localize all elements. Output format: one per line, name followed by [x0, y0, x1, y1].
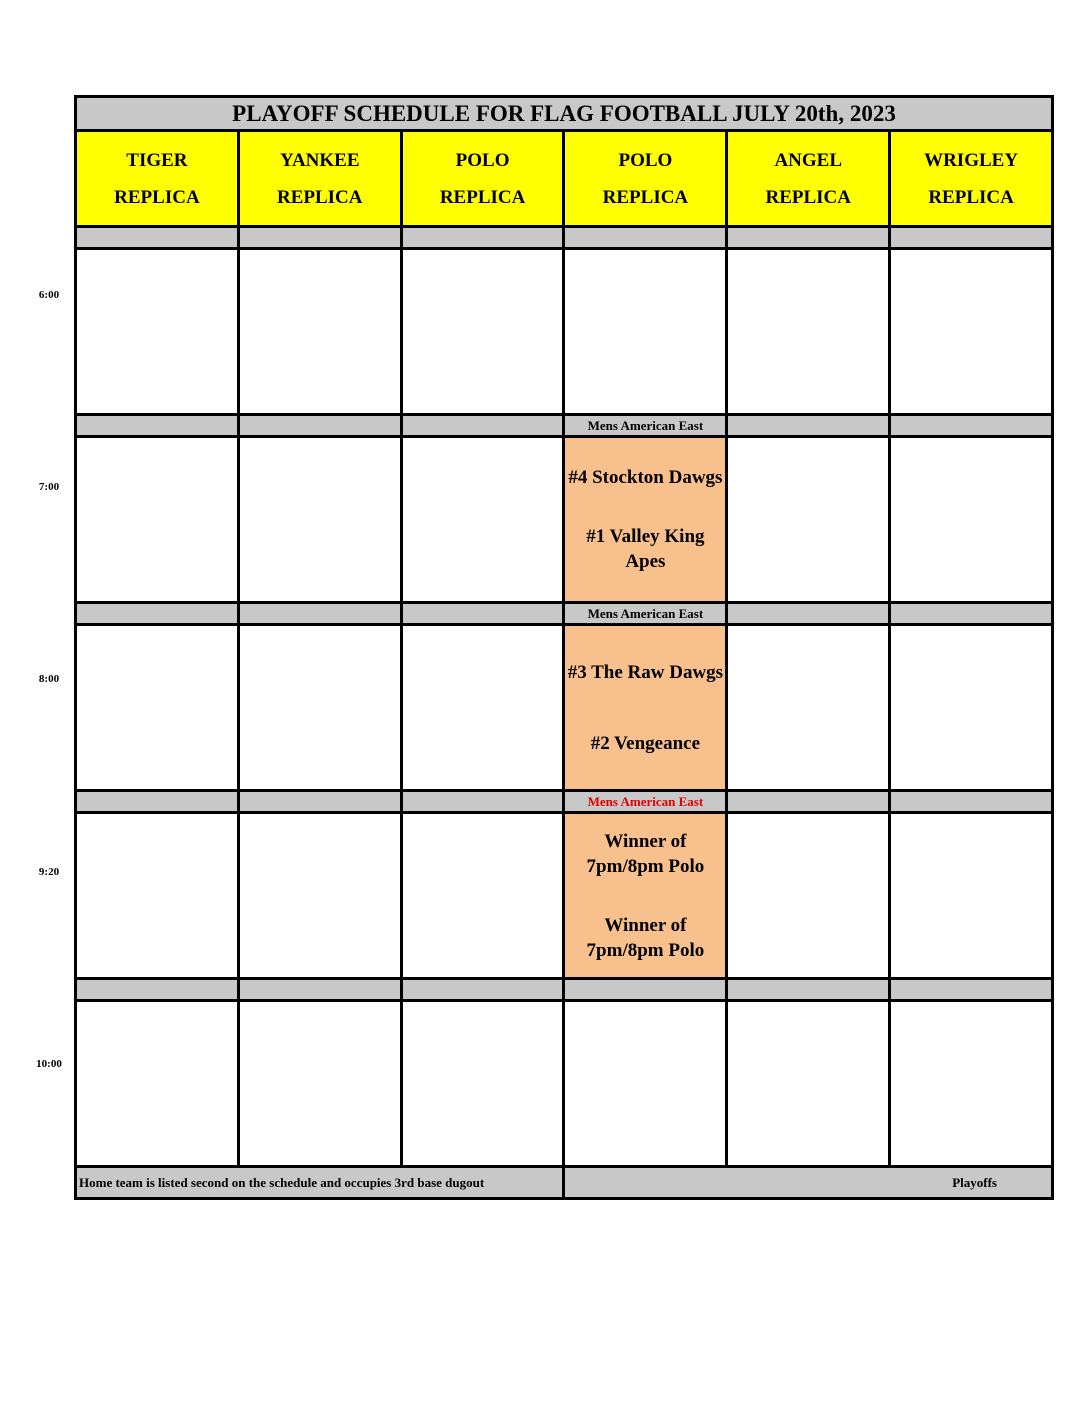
- division-label-game2: Mens American East: [564, 603, 727, 625]
- slot-cell: [727, 625, 890, 791]
- slot-cell: [76, 1001, 239, 1167]
- slot-cell: [401, 1001, 564, 1167]
- separator-row: [76, 603, 1053, 625]
- slot-cell: [890, 249, 1053, 415]
- slot-cell: [401, 437, 564, 603]
- slot-cell: [564, 249, 727, 415]
- field-header-yankee: YANKEE REPLICA: [238, 131, 401, 227]
- slot-row-7: [76, 437, 1053, 603]
- separator-row: [76, 979, 1053, 1001]
- schedule-title: PLAYOFF SCHEDULE FOR FLAG FOOTBALL JULY 20th, 2023: [76, 97, 1053, 131]
- field-header-angel: ANGEL REPLICA: [727, 131, 890, 227]
- separator-row: [76, 791, 1053, 813]
- slot-cell: [727, 249, 890, 415]
- home-team: #1 Valley King Apes: [586, 526, 705, 572]
- slot-cell: [727, 1001, 890, 1167]
- slot-cell: [890, 813, 1053, 979]
- slot-cell: [238, 625, 401, 791]
- game-cell-7pm: [564, 437, 727, 603]
- division-label-game1: Mens American East: [564, 415, 727, 437]
- slot-row-6: [76, 249, 1053, 415]
- away-team: #3 The Raw Dawgs: [567, 661, 724, 683]
- home-team: #2 Vengeance: [590, 732, 701, 754]
- away-team: #4 Stockton Dawgs: [568, 467, 723, 488]
- footer-row: [76, 1167, 1053, 1199]
- slot-cell: [727, 813, 890, 979]
- home-team-note: Home team is listed second on the schedule and occupies 3rd base dugout: [76, 1167, 564, 1199]
- time-label-920: 9:20: [38, 866, 60, 878]
- slot-cell: [564, 1001, 727, 1167]
- slot-cell: [76, 249, 239, 415]
- game-cell-920pm: [564, 813, 727, 979]
- slot-cell: [76, 625, 239, 791]
- field-header-wrigley: WRIGLEY REPLICA: [890, 131, 1053, 227]
- time-label-10: 10:00: [36, 1058, 62, 1070]
- slot-cell: [890, 625, 1053, 791]
- field-header-row: [76, 131, 1053, 227]
- field-header-polo-2: POLO REPLICA: [564, 131, 727, 227]
- game-cell-8pm: [564, 625, 727, 791]
- slot-cell: [401, 813, 564, 979]
- home-team: Winner of 7pm/8pm Polo: [586, 914, 705, 961]
- schedule-table: [74, 95, 1054, 1200]
- title-row: [76, 97, 1053, 131]
- time-label-6: 6:00: [38, 289, 60, 301]
- slot-cell: [76, 813, 239, 979]
- field-header-tiger: TIGER REPLICA: [76, 131, 239, 227]
- time-label-8: 8:00: [38, 673, 60, 685]
- away-team: Winner of 7pm/8pm Polo: [586, 830, 705, 877]
- slot-cell: [238, 437, 401, 603]
- slot-cell: [401, 625, 564, 791]
- division-label-game3: Mens American East: [564, 791, 727, 813]
- slot-cell: [401, 249, 564, 415]
- slot-row-920: [76, 813, 1053, 979]
- time-label-7: 7:00: [38, 481, 60, 493]
- playoffs-label: Playoffs: [564, 1167, 1053, 1199]
- slot-cell: [238, 249, 401, 415]
- slot-cell: [727, 437, 890, 603]
- slot-cell: [238, 1001, 401, 1167]
- slot-cell: [238, 813, 401, 979]
- separator-row: [76, 227, 1053, 249]
- field-header-polo-1: POLO REPLICA: [401, 131, 564, 227]
- slot-cell: [890, 437, 1053, 603]
- separator-row: [76, 415, 1053, 437]
- slot-row-10: [76, 1001, 1053, 1167]
- slot-row-8: [76, 625, 1053, 791]
- slot-cell: [76, 437, 239, 603]
- slot-cell: [890, 1001, 1053, 1167]
